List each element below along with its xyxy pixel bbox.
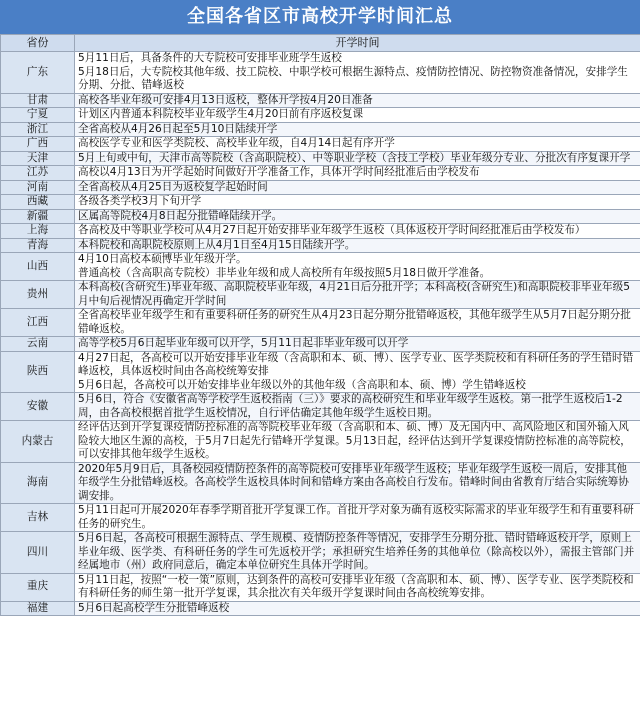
table-row	[1, 209, 640, 224]
table-row	[1, 462, 640, 504]
time-cell	[75, 93, 640, 108]
province-cell: 陕西	[1, 351, 75, 393]
time-cell	[75, 209, 640, 224]
table-row	[1, 122, 640, 137]
time-text: 本科院校和高职院校原则上从4月1日至4月15日陆续开学。	[78, 238, 356, 251]
table-row	[1, 309, 640, 337]
time-cell	[75, 180, 640, 195]
table-row	[1, 238, 640, 253]
table-row	[1, 108, 640, 123]
table-row	[1, 52, 640, 94]
header-province: 省份	[1, 35, 75, 52]
table-row	[1, 421, 640, 463]
time-cell	[75, 532, 640, 574]
province-cell: 江西	[1, 309, 75, 337]
province-cell: 江苏	[1, 166, 75, 181]
table-row	[1, 393, 640, 421]
table-row	[1, 601, 640, 616]
province-cell: 山西	[1, 253, 75, 281]
province-cell: 天津	[1, 151, 75, 166]
table-row	[1, 224, 640, 239]
province-cell: 贵州	[1, 281, 75, 309]
table-row	[1, 337, 640, 352]
province-cell: 甘肃	[1, 93, 75, 108]
time-text: 5月6日，符合《安徽省高等学校学生返校指南（三）》要求的高校研究生和毕业年级学生返校。第一批学生返校后1-2周，由各高校根据首批学生返校情况，自行评估确定其他年级学生返校日期。	[78, 393, 623, 419]
time-text: 5月18日后，大专院校其他年级、技工院校、中职学校可根据生源特点、疫情防控情况、防控物资准备情况，安排学生分期、分批、错峰返校	[78, 65, 628, 91]
province-cell: 四川	[1, 532, 75, 574]
province-cell: 云南	[1, 337, 75, 352]
time-text: 5月6日起，各高校可以开始安排毕业年级以外的其他年级（含高职和本、硕、博）学生错峰返校	[78, 378, 526, 391]
time-text: 普通高校（含高职高专院校）非毕业年级和成人高校所有年级按照5月18日做开学准备。	[78, 266, 491, 279]
province-cell: 广东	[1, 52, 75, 94]
table-row	[1, 532, 640, 574]
time-text: 计划区内普通本科院校毕业年级学生4月20日前有序返校复课	[78, 108, 364, 120]
province-cell: 浙江	[1, 122, 75, 137]
province-cell: 重庆	[1, 573, 75, 601]
time-text: 高校以4月13日为开学起始时间做好开学准备工作，具体开学时间经批准后由学校发布	[78, 166, 480, 178]
province-cell: 海南	[1, 462, 75, 504]
province-cell: 吉林	[1, 504, 75, 532]
time-cell	[75, 504, 640, 532]
time-cell	[75, 351, 640, 393]
province-cell: 青海	[1, 238, 75, 253]
table-body	[1, 52, 640, 616]
table-row	[1, 573, 640, 601]
province-cell: 广西	[1, 137, 75, 152]
time-text: 区属高等院校4月8日起分批错峰陆续开学。	[78, 209, 283, 222]
time-cell	[75, 421, 640, 463]
time-cell	[75, 573, 640, 601]
time-cell	[75, 52, 640, 94]
time-cell	[75, 238, 640, 253]
province-cell: 福建	[1, 601, 75, 616]
time-text: 各级各类学校3月下旬开学	[78, 195, 202, 207]
time-text: 本科高校(含研究生)毕业年级、高职院校毕业年级，4月21日后分批开学；本科高校(含研究生)和高职院校非毕业年级5月中旬后视情况再确定开学时间	[78, 281, 630, 307]
table-row	[1, 180, 640, 195]
time-cell	[75, 122, 640, 137]
time-cell	[75, 137, 640, 152]
table-row	[1, 504, 640, 532]
table-row	[1, 253, 640, 281]
province-cell: 西藏	[1, 195, 75, 210]
time-text: 5月11日起，按照“一校一策”原则，达到条件的高校可安排毕业年级（含高职和本、硕、博）、医学专业、医学类院校和有科研任务的师生第一批开学复课，其余批次有关年级开学复课时间由各高校统筹安排。	[78, 573, 634, 599]
time-text: 5月上旬或中旬，天津市高等院校（含高职院校）、中等职业学校（含技工学校）毕业年级分专业、分批次有序复课开学	[78, 151, 631, 164]
time-text: 高校各毕业年级可安排4月13日返校，整体开学按4月20日准备	[78, 93, 373, 106]
table-row	[1, 351, 640, 393]
time-cell	[75, 601, 640, 616]
time-text: 各高校及中等职业学校可从4月27日起开始安排毕业年级学生返校（具体返校开学时间经批准后由学校发布）	[78, 224, 586, 236]
time-cell	[75, 166, 640, 181]
province-cell: 安徽	[1, 393, 75, 421]
table-row	[1, 137, 640, 152]
time-text: 5月6日起高校学生分批错峰返校	[78, 601, 230, 614]
schedule-table	[0, 34, 640, 616]
time-text: 全省高校从4月26日起至5月10日陆续开学	[78, 122, 278, 135]
time-cell	[75, 462, 640, 504]
time-text: 经评估达到开学复课疫情防控标准的高等院校毕业年级（含高职和本、硕、博）及无国内中、高风险地区和国外输入风险较大地区生源的高校，于5月7日起先行错峰开学复课。5月13日起，经评估达到开学复课疫情防控标准的高等院校，可以安排其他年级学生返校。	[78, 421, 631, 460]
table-row	[1, 281, 640, 309]
province-cell: 宁夏	[1, 108, 75, 123]
time-cell	[75, 108, 640, 123]
province-cell: 内蒙古	[1, 421, 75, 463]
time-text: 4月10日高校本硕博毕业年级开学。	[78, 253, 247, 265]
time-cell	[75, 281, 640, 309]
province-cell: 上海	[1, 224, 75, 239]
province-cell: 新疆	[1, 209, 75, 224]
time-text: 5月11日起可开展2020年春季学期首批开学复课工作。首批开学对象为确有返校实际需求的毕业年级学生和有重要科研任务的研究生。	[78, 504, 634, 530]
time-text: 高等学校5月6日起毕业年级可以开学，5月11日起非毕业年级可以开学	[78, 337, 409, 349]
table-row	[1, 166, 640, 181]
header-time: 开学时间	[75, 35, 640, 52]
time-text: 2020年5月9日后，具备校园疫情防控条件的高等院校可安排毕业年级学生返校；毕业年级学生返校一周后，安排其他年级学生分批错峰返校。各高校学生返校具体时间和错峰方案由各高校自行发布。错峰时间由省教育厅结合实际统筹协调安排。	[78, 462, 629, 502]
time-text: 5月11日后，具备条件的大专院校可安排毕业班学生返校	[78, 52, 342, 64]
table-row	[1, 93, 640, 108]
time-cell	[75, 309, 640, 337]
table-row	[1, 195, 640, 210]
time-text: 5月6日起，各高校可根据生源特点、学生规模、疫情防控条件等情况，安排学生分期分批、错时错峰返校开学，原则上毕业年级、医学类、有科研任务的学生可先返校开学；承担研究生培养任务的其他单位（除高校以外），需报主管部门并经属地市（州）政府同意后，确定本单位研究生具体开学时间。	[78, 532, 635, 571]
time-cell	[75, 151, 640, 166]
header-row	[1, 35, 640, 52]
time-text: 全省高校从4月25日为返校复学起始时间	[78, 180, 268, 193]
province-cell: 河南	[1, 180, 75, 195]
time-cell	[75, 224, 640, 239]
time-text: 全省高校毕业年级学生和有重要科研任务的研究生从4月23日起分期分批错峰返校，其他年级学生从5月7日起分期分批错峰返校。	[78, 309, 631, 335]
time-cell	[75, 337, 640, 352]
time-cell	[75, 253, 640, 281]
time-cell	[75, 195, 640, 210]
time-cell	[75, 393, 640, 421]
time-text: 4月27日起，各高校可以开始安排毕业年级（含高职和本、硕、博）、医学专业、医学类院校和有科研任务的学生错时错峰返校，具体返校时间由各高校统筹安排	[78, 351, 634, 377]
page-title: 全国各省区市高校开学时间汇总	[0, 0, 640, 34]
time-text: 高校医学专业和医学类院校、高校毕业年级，自4月14日起有序开学	[78, 137, 395, 149]
table-row	[1, 151, 640, 166]
